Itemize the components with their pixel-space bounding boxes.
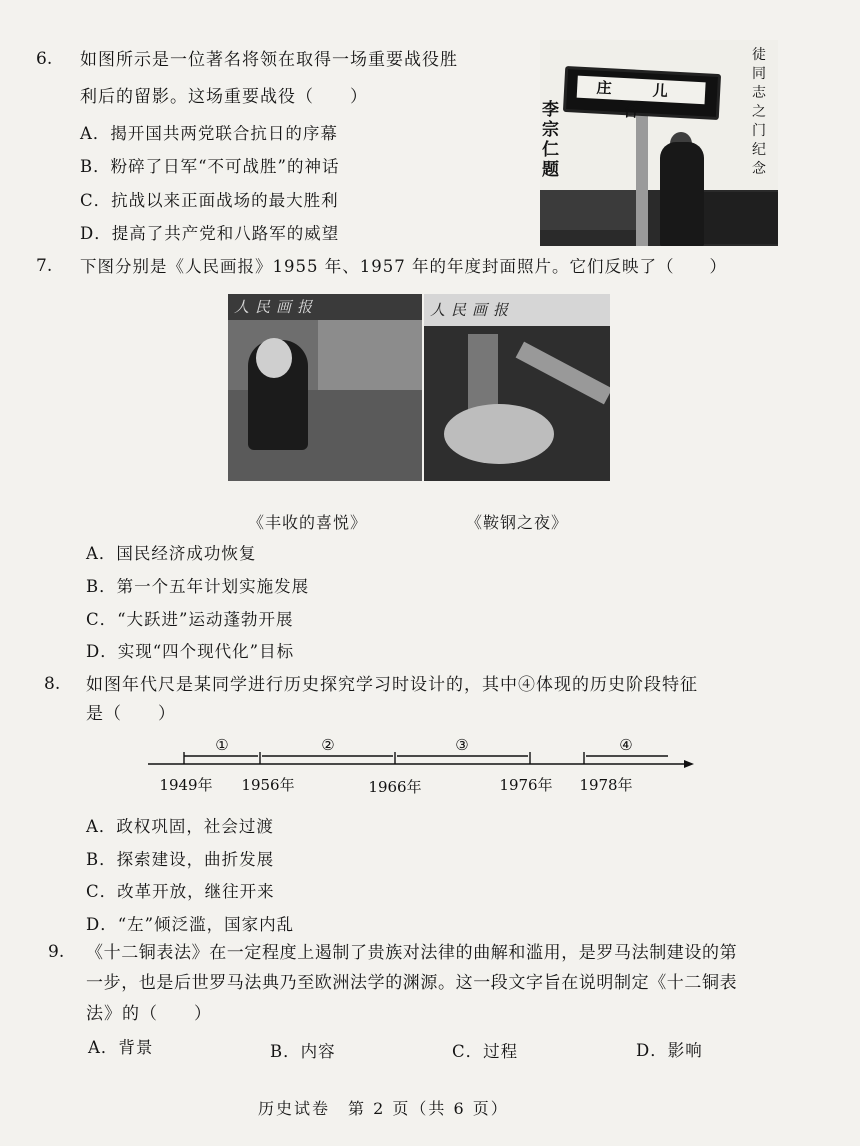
harvest-farmer-head — [256, 338, 292, 378]
photo-trees — [540, 190, 640, 230]
question-9-number: 9. — [48, 942, 65, 962]
question-7-number: 7. — [36, 256, 53, 276]
question-9-text-line2: 一步，也是后世罗马法典乃至欧洲法学的渊源。这一段文字旨在说明制定《十二铜表 — [86, 973, 738, 993]
calligraphy-right: 徒同志之门纪念 — [752, 47, 766, 177]
calligraphy-left: 李宗仁题 — [542, 100, 559, 180]
year-label-1976: 1976年 — [499, 776, 553, 794]
question-8-option-c: C．改革开放，继往开来 — [86, 882, 275, 901]
question-6-option-d: D．提高了共产党和八路军的威望 — [80, 224, 340, 243]
caption-harvest: 《丰收的喜悦》 — [248, 513, 368, 532]
question-8-option-b: B．探索建设，曲折发展 — [86, 850, 275, 869]
steel-tower — [468, 334, 498, 414]
segment-label-1: ① — [215, 736, 229, 754]
question-9-text-line1: 《十二铜表法》在一定程度上遏制了贵族对法律的曲解和滥用，是罗马法制建设的第 — [86, 943, 738, 963]
question-6-text-line2: 利后的留影。这场重要战役（ ） — [80, 87, 368, 107]
segment-label-4: ④ — [619, 736, 633, 754]
station-signboard — [563, 66, 721, 120]
question-8-option-a: A．政权巩固，社会过渡 — [86, 817, 274, 836]
timeline-arrowhead — [684, 760, 694, 768]
question-9-option-d: D．影响 — [636, 1041, 703, 1060]
timeline-ruler — [140, 730, 700, 802]
question-8-number: 8. — [44, 674, 61, 694]
question-6-text-line1: 如图所示是一位著名将领在取得一场重要战役胜 — [80, 50, 458, 70]
person-figure — [660, 142, 704, 246]
question-8-text-line1: 如图年代尺是某同学进行历史探究学习时设计的，其中④体现的历史阶段特征 — [86, 675, 698, 695]
question-8-option-d: D．“左”倾泛滥，国家内乱 — [86, 915, 295, 934]
question-7-option-d: D．实现“四个现代化”目标 — [86, 642, 295, 661]
question-6-option-a: A．揭开国共两党联合抗日的序幕 — [80, 124, 338, 143]
year-label-1956: 1956年 — [241, 776, 295, 794]
harvest-background — [318, 320, 422, 390]
steel-banner: 人民画报 — [424, 294, 610, 326]
signboard-text: 庄 儿 台 — [577, 76, 706, 105]
steel-furnace-glow — [444, 404, 554, 464]
question-8-text-line2: 是（ ） — [86, 704, 176, 724]
question-6-number: 6. — [36, 49, 53, 69]
question-7-option-b: B．第一个五年计划实施发展 — [86, 577, 310, 596]
question-6-option-b: B．粉碎了日军“不可战胜”的神话 — [80, 157, 340, 176]
question-6-option-c: C．抗战以来正面战场的最大胜利 — [80, 191, 339, 210]
general-photo — [540, 40, 778, 246]
harvest-banner: 人民画报 — [228, 294, 422, 320]
question-9-option-b: B．内容 — [270, 1042, 336, 1061]
page-footer: 历史试卷 第 2 页（共 6 页） — [258, 1099, 509, 1118]
question-9-option-a: A．背景 — [88, 1038, 154, 1057]
year-label-1949: 1949年 — [159, 776, 213, 794]
harvest-photo — [228, 294, 422, 481]
sign-pole — [636, 112, 648, 246]
question-9-text-line3: 法》的（ ） — [86, 1004, 212, 1024]
question-7-option-a: A．国民经济成功恢复 — [86, 544, 257, 563]
segment-label-3: ③ — [455, 736, 469, 754]
steel-night-photo — [424, 294, 610, 481]
segment-label-2: ② — [321, 736, 335, 754]
caption-steel: 《鞍钢之夜》 — [466, 513, 569, 532]
year-label-1978: 1978年 — [579, 776, 633, 794]
question-7-text: 下图分别是《人民画报》1955 年、1957 年的年度封面照片。它们反映了（ ） — [80, 257, 727, 276]
year-label-1966: 1966年 — [368, 778, 422, 796]
question-7-option-c: C．“大跃进”运动蓬勃开展 — [86, 610, 294, 629]
question-9-option-c: C．过程 — [452, 1042, 519, 1061]
